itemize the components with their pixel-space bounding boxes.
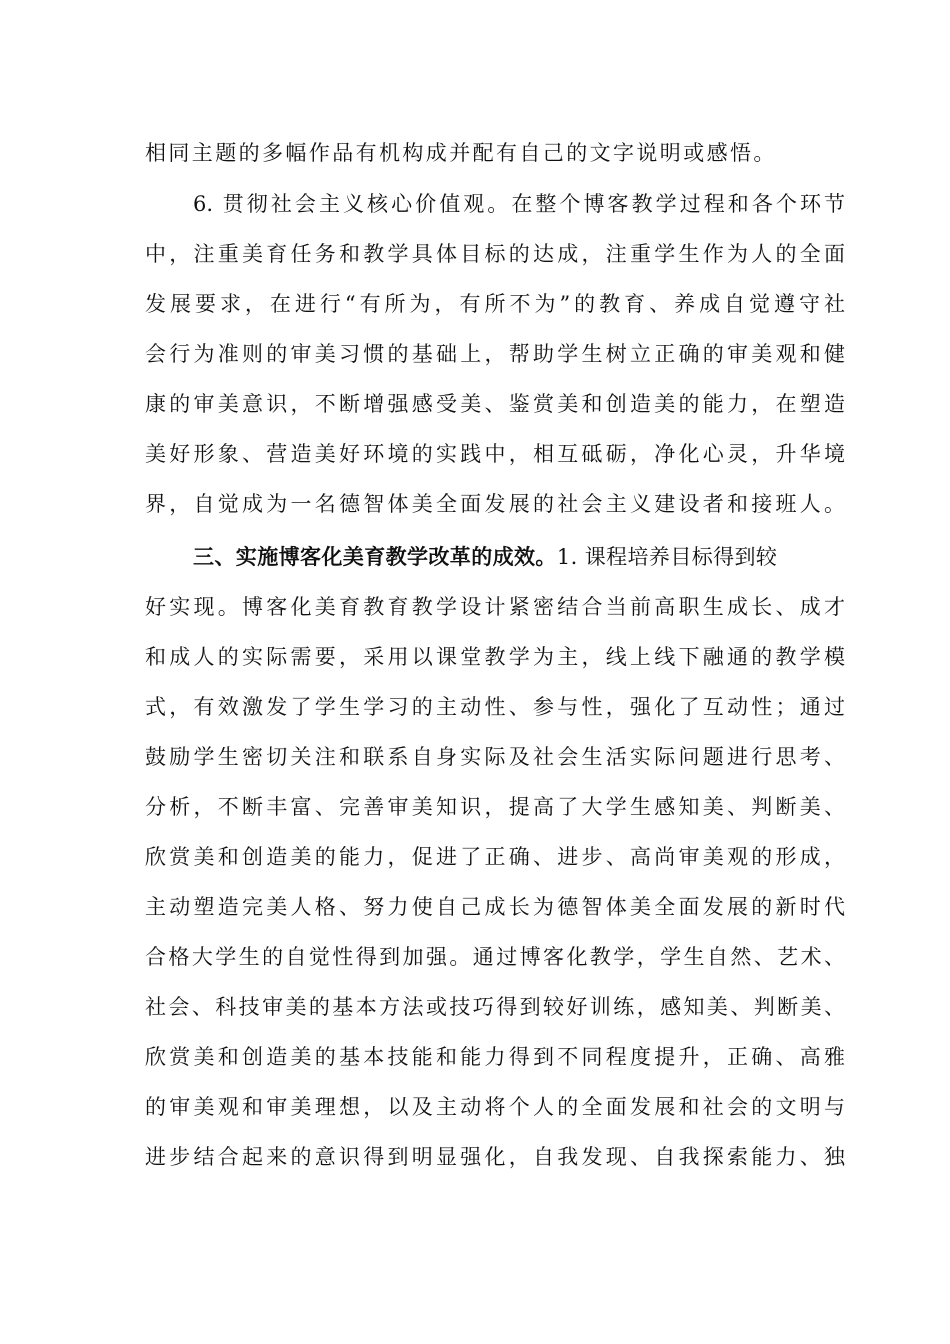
text-line: 康的审美意识，不断增强感受美、鉴赏美和创造美的能力，在塑造 bbox=[145, 392, 845, 416]
text-line: 发展要求，在进行“有所为，有所不为”的教育、养成自觉遵守社 bbox=[145, 292, 845, 316]
text-line: 进步结合起来的意识得到明显强化，自我发现、自我探索能力、独 bbox=[145, 1145, 845, 1169]
text-line: 欣赏美和创造美的能力，促进了正确、进步、高尚审美观的形成， bbox=[145, 845, 845, 869]
text-line: 鼓励学生密切关注和联系自身实际及社会生活实际问题进行思考、 bbox=[145, 745, 845, 769]
text-line: 中，注重美育任务和教学具体目标的达成，注重学生作为人的全面 bbox=[145, 242, 845, 266]
text-line: 社会、科技审美的基本方法或技巧得到较好训练，感知美、判断美、 bbox=[145, 995, 845, 1019]
text-line: 欣赏美和创造美的基本技能和能力得到不同程度提升，正确、高雅 bbox=[145, 1045, 845, 1069]
section-heading-rest: 1. 课程培养目标得到较 bbox=[556, 545, 778, 569]
text-line: 美好形象、营造美好环境的实践中，相互砥砺，净化心灵，升华境 bbox=[145, 442, 845, 466]
text-line: 和成人的实际需要，采用以课堂教学为主，线上线下融通的教学模 bbox=[145, 645, 845, 669]
text-line: 界，自觉成为一名德智体美全面发展的社会主义建设者和接班人。 bbox=[145, 492, 845, 516]
text-line: 合格大学生的自觉性得到加强。通过博客化教学，学生自然、艺术、 bbox=[145, 945, 845, 969]
section-heading-line bbox=[193, 543, 845, 571]
text-line: 分析，不断丰富、完善审美知识，提高了大学生感知美、判断美、 bbox=[145, 795, 845, 819]
text-line: 好实现。博客化美育教育教学设计紧密结合当前高职生成长、成才 bbox=[145, 595, 845, 619]
section-heading: 三、实施博客化美育教学改革的成效。 bbox=[193, 544, 557, 569]
text-line: 主动塑造完美人格、努力使自己成长为德智体美全面发展的新时代 bbox=[145, 895, 845, 919]
text-line: 的审美观和审美理想，以及主动将个人的全面发展和社会的文明与 bbox=[145, 1095, 845, 1119]
text-line: 会行为准则的审美习惯的基础上，帮助学生树立正确的审美观和健 bbox=[145, 342, 845, 366]
text-line: 式，有效激发了学生学习的主动性、参与性，强化了互动性；通过 bbox=[145, 695, 845, 719]
text-line: 相同主题的多幅作品有机构成并配有自己的文字说明或感悟。 bbox=[145, 141, 777, 165]
text-line: 6. 贯彻社会主义核心价值观。在整个博客教学过程和各个环节 bbox=[193, 192, 845, 216]
